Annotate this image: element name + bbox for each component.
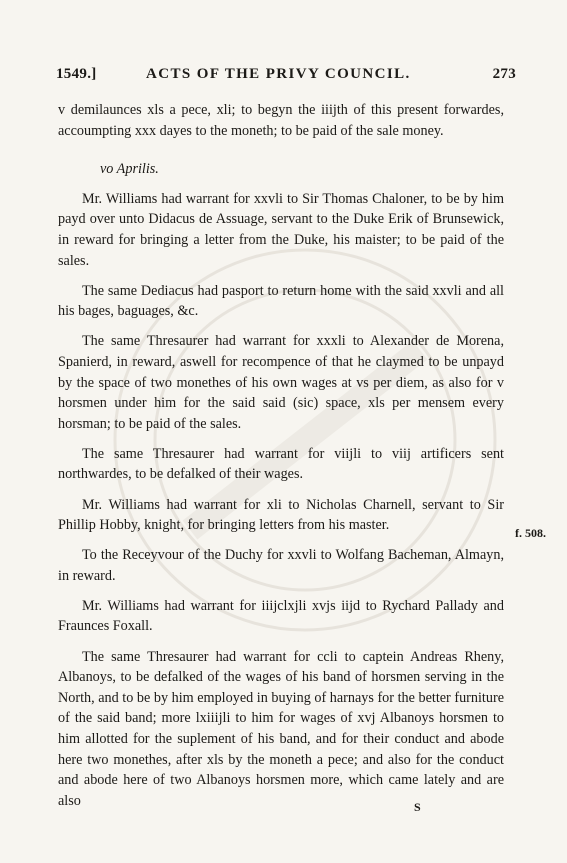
signature-mark: S — [414, 800, 421, 814]
paragraph: To the Receyvour of the Duchy for xxvli to Wolfang Bacheman, Almayn, in reward. — [58, 547, 504, 584]
paragraph: The same Thresaurer had warrant for xxxli to Alexander de Morena, Spanierd, in reward, aswell for recompence of that he claymed to be unpayd by the space of two monethes of his own wages at vs per diem, as also for v horsmen under him for the said said (sic) space, xls per mensem every horsman; to be paid of the sales. — [58, 333, 504, 432]
paragraph: Mr. Williams had warrant for iiijclxjli xvjs iijd to Rychard Pallady and Fraunces Foxall. — [58, 597, 504, 635]
document-body — [58, 100, 504, 821]
header-title: ACTS OF THE PRIVY COUNCIL. — [146, 66, 411, 82]
paragraph: v demilaunces xls a pece, xli; to begyn the iiijth of this present forwardes, accoumpting xxx dayes to the moneth; to be paid of the sale money. — [58, 102, 504, 139]
date-heading: vo Aprilis. — [100, 161, 159, 178]
running-header — [56, 66, 516, 88]
paragraph: Mr. Williams had warrant for xli to Nicholas Charnell, servant to Sir Phillip Hobby, knight, for bringing letters from his master. — [58, 496, 504, 534]
paragraph: Mr. Williams had warrant for xxvli to Sir Thomas Chaloner, to be by him payd over unto Didacus de Assuage, servant to the Duke Erik of Brunsewick, in reward for bringing a letter from the Duke, his maister; to be paid of the sales. — [58, 190, 504, 269]
paragraph: The same Thresaurer had warrant for viijli to viij artificers sent northwardes, to be defalked of their wages. — [58, 445, 504, 483]
paragraph: The same Thresaurer had warrant for ccli to captein Andreas Rheny, Albanoys, to be defalked of the wages of his band of horsmen serving in the North, and to be by him employed in buying of harnays for the better furniture of the said band; more lxiiijli to him for wages of xvj Albanoys horsmen to him allotted for the suplement of his band, and for their conduct and abode here two monethes, after xls by the moneth a pece; and also for the conduct and abode here of two Albanoys horsmen more, which came lately and are also — [58, 648, 504, 809]
header-year: 1549.] — [56, 66, 97, 82]
page-number: 273 — [492, 66, 516, 82]
folio-note: f. 508. — [515, 526, 546, 540]
paragraph: The same Dediacus had pasport to return home with the said xxvli and all his bages, baguages, &c. — [58, 282, 504, 320]
